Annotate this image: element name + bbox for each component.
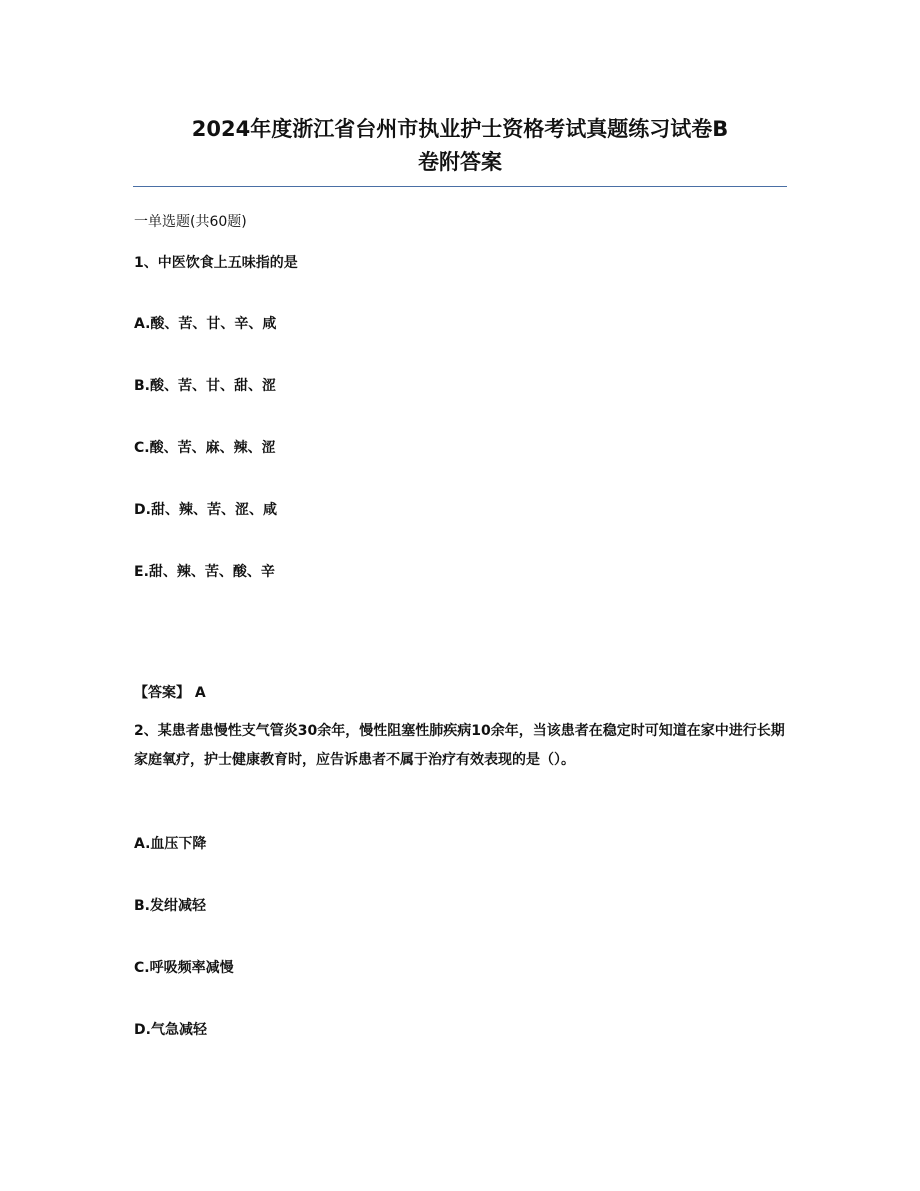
document-title — [133, 113, 787, 179]
title-line-1: 2024年度浙江省台州市执业护士资格考试真题练习试卷B — [191, 117, 729, 141]
question-1-option-c: C.酸、苦、麻、辣、涩 — [134, 440, 276, 456]
question-2-stem: 2、某患者患慢性支气管炎30余年，慢性阻塞性肺疾病10余年，当该患者在稳定时可知道在家中进行长期家庭氧疗，护士健康教育时，应告诉患者不属于治疗有效表现的是（）。 — [134, 723, 785, 768]
question-1-option-b: B.酸、苦、甘、甜、涩 — [134, 378, 276, 394]
question-2-option-d: D.气急减轻 — [134, 1022, 207, 1038]
section-heading: 一单选题(共60题) — [134, 214, 247, 230]
question-2-option-c: C.呼吸频率减慢 — [134, 960, 234, 976]
question-1-answer: 【答案】 A — [134, 685, 206, 701]
title-divider — [133, 186, 787, 187]
question-1-stem: 1、中医饮食上五味指的是 — [134, 255, 298, 271]
title-line-2: 卷附答案 — [418, 150, 502, 174]
question-1-option-e: E.甜、辣、苦、酸、辛 — [134, 564, 275, 580]
question-2-option-b: B.发绀减轻 — [134, 898, 206, 914]
question-2-option-a: A.血压下降 — [134, 836, 207, 852]
question-1-option-d: D.甜、辣、苦、涩、咸 — [134, 502, 277, 518]
question-1-option-a: A.酸、苦、甘、辛、咸 — [134, 316, 277, 332]
